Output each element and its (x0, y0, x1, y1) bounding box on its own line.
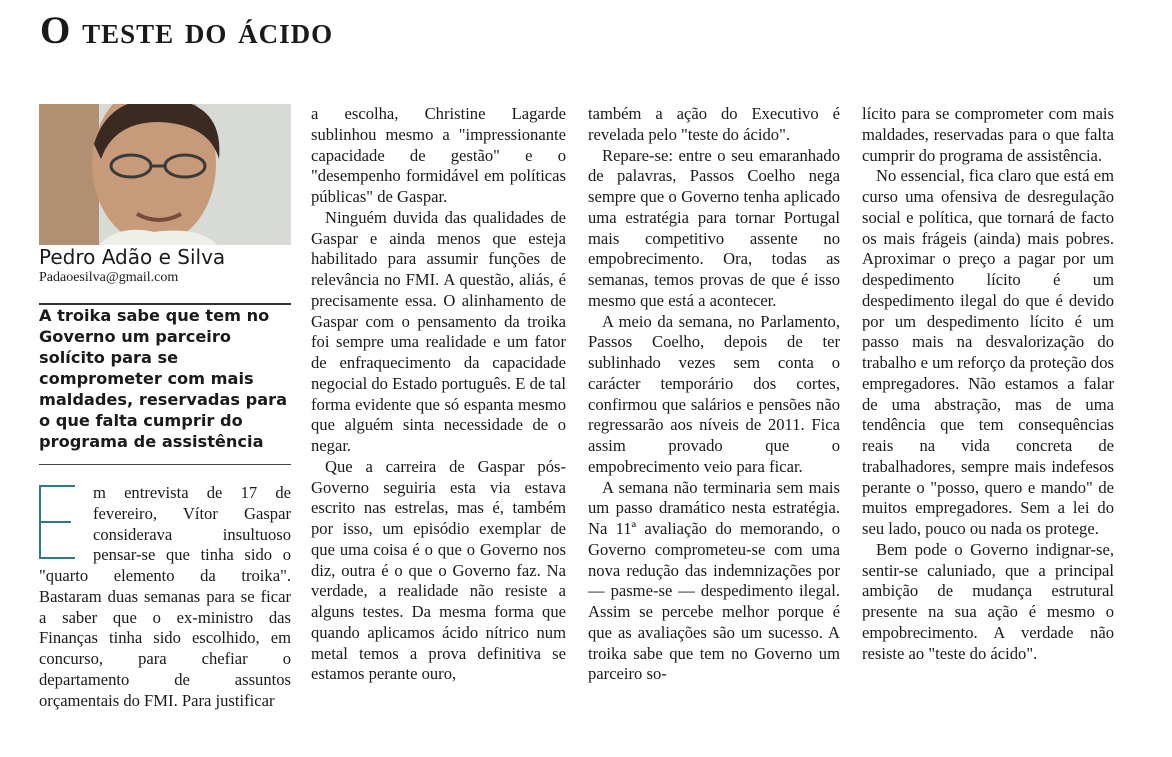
lead-quote: A troika sabe que tem no Governo um parceiro solícito para se comprometer com mais maldades, reservadas para o que falta cumprir do programa de assistência (39, 306, 288, 451)
column-3-paragraph-4: A semana não terminaria sem mais um passo dramático nesta estratégia. Na 11ª avaliação do memorando, o Governo comprometeu-se com uma nova redução das indemnizações por — pasme-se — despedimento ilegal. Assim se percebe melhor porque é que as avaliações são um sucesso. A troika sabe que tem no Governo um parceiro so- (588, 477, 840, 684)
lead-divider (39, 464, 291, 465)
column-3 (588, 104, 840, 685)
column-2-paragraph-2: Ninguém duvida das qualidades de Gaspar e ainda menos que esteja habilitado para assumir funções de relevância no FMI. A questão, aliás, é precisamente essa. O alinhamento de Gaspar com o pensamento da troika foi sempre uma realidade e um fator de enfraquecimento da capacidade negocial do Estado português. E de tal forma evidente que só espanta mesmo que alguém sinta necessidade de o negar. (311, 207, 566, 455)
author-photo (39, 104, 291, 245)
column-3-paragraph-3: A meio da semana, no Parlamento, Passos Coelho, depois de ter sublinhado vezes sem conta o carácter temporário dos cortes, confirmou que salários e pensões não regressarão aos níveis de 2011. Fica assim provado que o empobrecimento veio para ficar. (588, 311, 840, 476)
column-2 (311, 104, 566, 685)
column-1-paragraph-1: m entrevista de 17 de fevereiro, Vítor Gaspar considerava insultuoso pensar-se que tinha sido o "quarto elemento da troika". Bastaram duas semanas para se ficar a saber que o ex-ministro das Finanças tinha sido escolhido, em concurso, para chefiar o departamento de assuntos orçamentais do FMI. Para justificar (39, 483, 291, 710)
column-3-paragraph-2: Repare-se: entre o seu emaranhado de palavras, Passos Coelho nega sempre que o Governo tenha aplicado uma estratégia para tornar Portugal mais competitivo assente no empobrecimento. Ora, todas as semanas, temos provas de que é isso mesmo que está a acontecer. (588, 145, 840, 310)
dropcap-letter (39, 485, 83, 559)
article-title: O teste do ácido (40, 9, 334, 52)
column-2-paragraph-1: a escolha, Christine Lagarde sublinhou mesmo a "impressionante capacidade de gestão" e o "desempenho formidável em políticas públicas" de Gaspar. (311, 104, 566, 206)
column-4-paragraph-2: No essencial, fica claro que está em curso uma ofensiva de desregulação social e política, que tornará de facto os mais frágeis (ainda) mais pobres. Aproximar o preço a pagar por um despedimento lícito é um despedimento ilegal do que é devido por um despedimento lícito é um passo mais na desvalorização do trabalho e um reforço da proteção dos empregadores. Não estamos a falar de uma abstração, mas de uma tendência que tem consequências reais na vida concreta de trabalhadores, sempre mais indefesos perante o "posso, quero e mando" de muitos empregadores. Sem a lei do seu lado, pouco ou nada os protege. (862, 166, 1114, 538)
column-1 (39, 104, 291, 711)
author-email: Padaoesilva@gmail.com (39, 270, 179, 285)
author-name: Pedro Adão e Silva (39, 245, 226, 269)
author-portrait-illustration (39, 104, 291, 245)
column-4-paragraph-1: lícito para se comprometer com mais maldades, reservadas para o que falta cumprir do programa de assistência. (862, 104, 1114, 165)
column-3-paragraph-1: também a ação do Executivo é revelada pelo "teste do ácido". (588, 104, 840, 144)
column-2-paragraph-3: Que a carreira de Gaspar pós-Governo seguiria esta via estava escrito nas estrelas, mas é, também por isso, um episódio exemplar de que uma coisa é o que o Governo nos diz, outra é o que o Governo faz. Na verdade, a realidade não resiste a alguns testes. Da mesma forma que quando aplicamos ácido nítrico num metal temos a prova definitiva se estamos perante ouro, (311, 456, 566, 684)
column-4-paragraph-3: Bem pode o Governo indignar-se, sentir-se caluniado, que a principal ambição de mudança estrutural presente na sua ação é mesmo o empobrecimento. A verdade não resiste ao "teste do ácido". (862, 539, 1114, 663)
column-4 (862, 104, 1114, 664)
